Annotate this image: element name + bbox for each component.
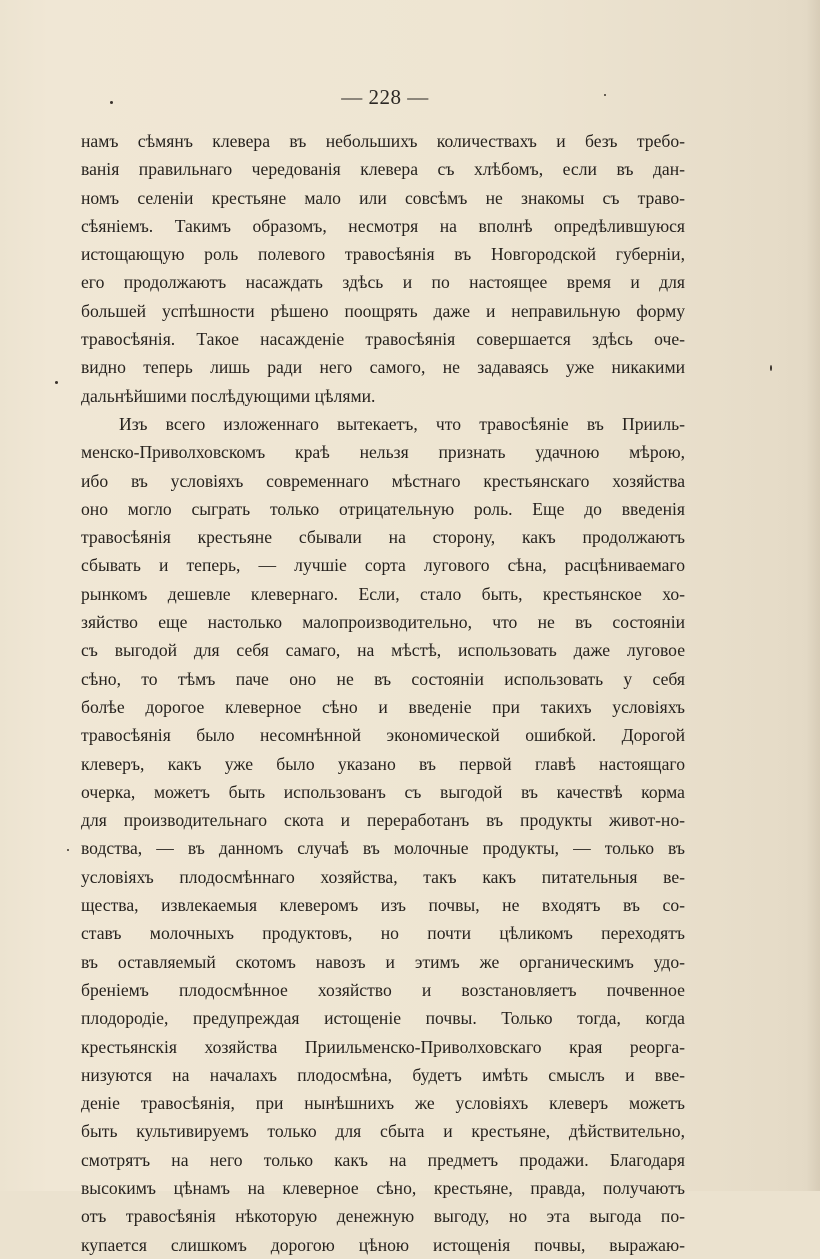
text-line: ибо въ условіяхъ современнаго мѣстнаго крестьянскаго хозяйства — [81, 470, 685, 491]
text-line: сѣяніемъ. Такимъ образомъ, несмотря на вполнѣ опредѣлившуюся — [81, 215, 685, 236]
text-line: сѣно, то тѣмъ паче оно не въ состояніи использовать у себя — [81, 668, 685, 689]
text-line: травосѣянія крестьяне сбывали на сторону, какъ продолжаютъ — [81, 527, 685, 548]
text-line: его продолжаютъ насаждать здѣсь и по настоящее время и для — [81, 272, 685, 293]
text-line: ванія правильнаго чередованія клевера съ хлѣбомъ, если въ дан- — [81, 159, 685, 180]
text-line: щества, извлекаемыя клеверомъ изъ почвы, не входятъ въ со- — [81, 895, 685, 916]
text-line: клеверъ, какъ уже было указано въ первой главѣ настоящаго — [81, 753, 685, 774]
text-line: рынкомъ дешевле клевернаго. Если, стало быть, крестьянское хо- — [81, 583, 685, 604]
text-line: условіяхъ плодосмѣннаго хозяйства, такъ какъ питательныя ве- — [81, 866, 685, 887]
text-line: очерка, можетъ быть использованъ съ выгодой въ качествѣ корма — [81, 781, 685, 802]
text-line: менско-Приволховскомъ краѣ нельзя признать удачною мѣрою, — [81, 442, 685, 463]
print-speck — [55, 381, 58, 384]
text-line: отъ травосѣянія нѣкоторую денежную выгоду, но эта выгода по- — [81, 1206, 685, 1227]
paragraph-first-line: Изъ всего изложеннаго вытекаетъ, что травосѣяніе въ Прииль- — [119, 413, 685, 434]
text-line: болѣе дорогое клеверное сѣно и введеніе при такихъ условіяхъ — [81, 696, 685, 717]
text-line: деніе травосѣянія, при нынѣшнихъ же условіяхъ клеверъ можетъ — [81, 1093, 685, 1114]
text-line: съ выгодой для себя самаго, на мѣстѣ, использовать даже луговое — [81, 640, 685, 661]
print-speck — [770, 365, 772, 371]
text-line: купается слишкомъ дорогою цѣною истощенія почвы, выражаю- — [81, 1234, 685, 1255]
text-line: плодородіе, предупреждая истощеніе почвы. Только тогда, когда — [81, 1008, 685, 1029]
text-line: сбывать и теперь, — лучшіе сорта лугового сѣна, расцѣниваемаго — [81, 555, 685, 576]
text-line: травосѣянія было несомнѣнной экономической ошибкой. Дорогой — [81, 725, 685, 746]
text-line: смотрятъ на него только какъ на предметъ продажи. Благодаря — [81, 1149, 685, 1170]
print-speck — [67, 849, 69, 851]
text-line: оно могло сыграть только отрицательную роль. Еще до введенія — [81, 498, 685, 519]
text-line: низуются на началахъ плодосмѣна, будетъ имѣть смыслъ и вве- — [81, 1064, 685, 1085]
text-line: зяйство еще настолько малопроизводительно, что не въ состояніи — [81, 612, 685, 633]
text-line: бреніемъ плодосмѣнное хозяйство и возстановляетъ почвенное — [81, 979, 685, 1000]
text-line: ставъ молочныхъ продуктовъ, но почти цѣликомъ переходятъ — [81, 923, 685, 944]
body-text — [81, 127, 685, 1259]
text-line: намъ сѣмянъ клевера въ небольшихъ количествахъ и безъ требо- — [81, 131, 685, 151]
text-line: травосѣянія. Такое насажденіе травосѣянія совершается здѣсь оче- — [81, 329, 685, 350]
text-line: водства, — въ данномъ случаѣ въ молочные продукты, — только въ — [81, 838, 685, 859]
text-line: большей успѣшности рѣшено поощрять даже и неправильную форму — [81, 300, 685, 321]
text-line: высокимъ цѣнамъ на клеверное сѣно, крестьяне, правда, получаютъ — [81, 1177, 685, 1198]
page-edge-shadow — [806, 0, 820, 1191]
page-number: — 228 — — [341, 85, 429, 109]
text-line: для производительнаго скота и переработанъ въ продукты живот-но- — [81, 810, 685, 831]
text-line: въ оставляемый скотомъ навозъ и этимъ же органическимъ удо- — [81, 951, 685, 972]
text-line: истощающую роль полевого травосѣянія въ Новгородской губерніи, — [81, 244, 685, 265]
text-line: крестьянскія хозяйства Приильменско-Приволховскаго края реорга- — [81, 1036, 685, 1057]
text-line: дальнѣйшими послѣдующими цѣлями. — [81, 385, 376, 406]
text-line: видно теперь лишь ради него самого, не задаваясь уже никакими — [81, 357, 685, 378]
text-line: быть культивируемъ только для сбыта и крестьяне, дѣйствительно, — [81, 1121, 685, 1142]
text-line: номъ селеніи крестьяне мало или совсѣмъ не знакомы съ траво- — [81, 187, 685, 208]
